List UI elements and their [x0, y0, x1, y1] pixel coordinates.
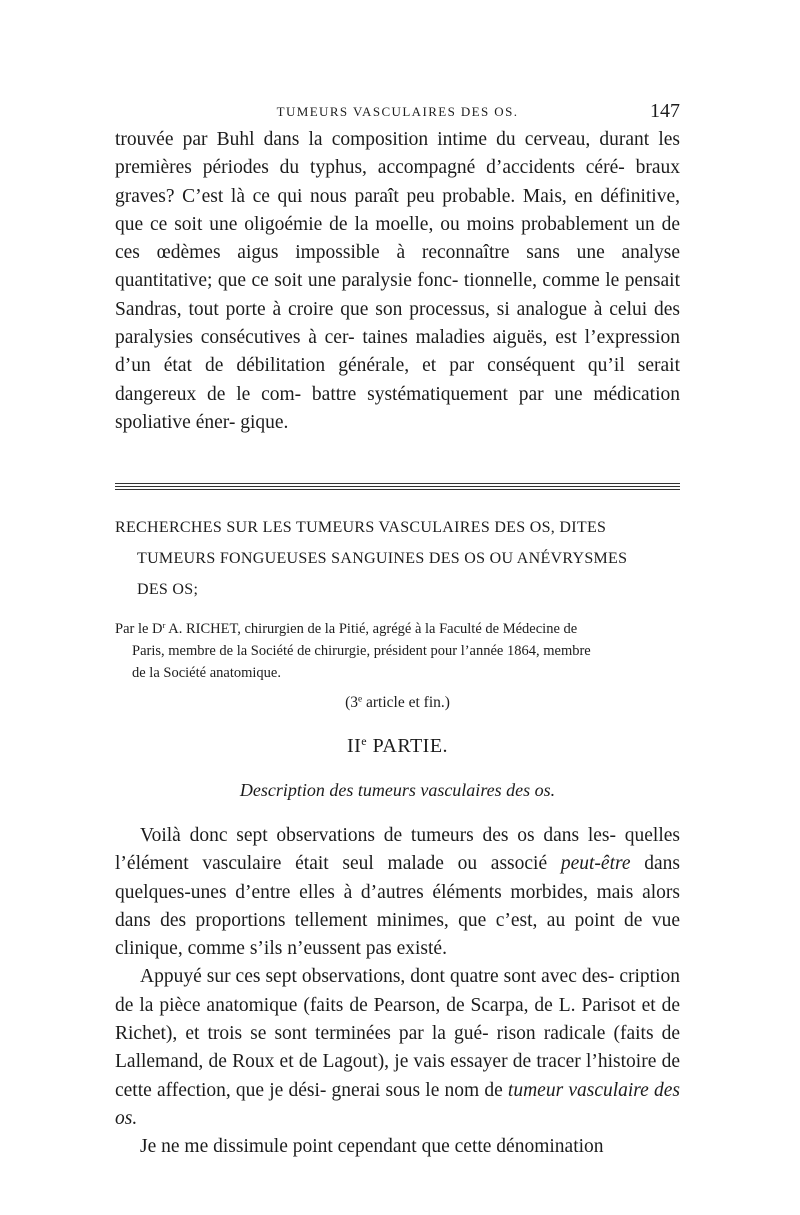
article-title-line: RECHERCHES SUR LES TUMEURS VASCULAIRES DES OS, DITES	[115, 519, 607, 536]
article-title-line: DES OS;	[137, 581, 199, 598]
article-title-line: TUMEURS FONGUEUSES SANGUINES DES OS OU ANÉVRYSMES	[137, 550, 628, 567]
section-divider	[115, 483, 680, 492]
author-line: de la Société anatomique.	[132, 665, 281, 681]
running-title: TUMEURS VASCULAIRES DES OS.	[276, 104, 519, 119]
paragraph-continued: trouvée par Buhl dans la composition intime du cerveau, durant les premières périodes du typhus, accompagné d’accidents céré- braux graves? C’est là ce qui nous paraît peu probable. Mais, en définitive, que ce soit une oligoémie de la moelle, ou moins probablement un de ces œdèmes aigus impossible à reconnaître sans une analyse quantitative; que ce soit une paralysie fonc- tionnelle, comme le pensait Sandras, tout porte à croire que son processus, si analogue à celui des paralysies consécutives à cer- taines maladies aiguës, est l’expression d’un état de débilitation générale, et par conséquent qu’il serait dangereux de le com- battre systématiquement par une médication spoliative éner- gique.	[115, 129, 680, 433]
body-text	[115, 822, 680, 1162]
paragraph: Voilà donc sept observations de tumeurs des os dans les- quelles l’élément vasculaire était seul malade ou associé peut-être dans quelques-unes d’entre elles à d’autres éléments morbides, mais alors dans des proportions tellement minimes, que c’est, au point de vue clinique, comme s’ils n’eussent pas existé.	[115, 825, 680, 960]
article-title	[115, 512, 680, 605]
part-subtitle: Description des tumeurs vasculaires des os.	[239, 780, 556, 800]
paragraph: Appuyé sur ces sept observations, dont quatre sont avec des- cription de la pièce anatomique (faits de Pearson, de Scarpa, de L. Parisot et de Richet), et trois se sont terminées par la gué- rison radicale (faits de Lallemand, de Roux et de Lagout), je vais essayer de tracer l’histoire de cette affection, que je dési- gnerai sous le nom de tumeur vasculaire des os.	[115, 966, 680, 1129]
article-part-note: (3e article et fin.)	[345, 694, 450, 711]
author-line: Paris, membre de la Société de chirurgie, président pour l’année 1864, membre	[132, 643, 591, 659]
paragraph: Je ne me dissimule point cependant que cette dénomination	[140, 1136, 604, 1158]
part-heading: IIe PARTIE.	[346, 733, 449, 757]
author-line: Par le $D^r$ A. RICHET, chirurgien de la Pitié, agrégé à la Faculté de Médecine de	[115, 619, 578, 637]
author-credit	[115, 618, 680, 684]
running-head	[115, 100, 680, 124]
page-number: 147	[650, 100, 680, 122]
